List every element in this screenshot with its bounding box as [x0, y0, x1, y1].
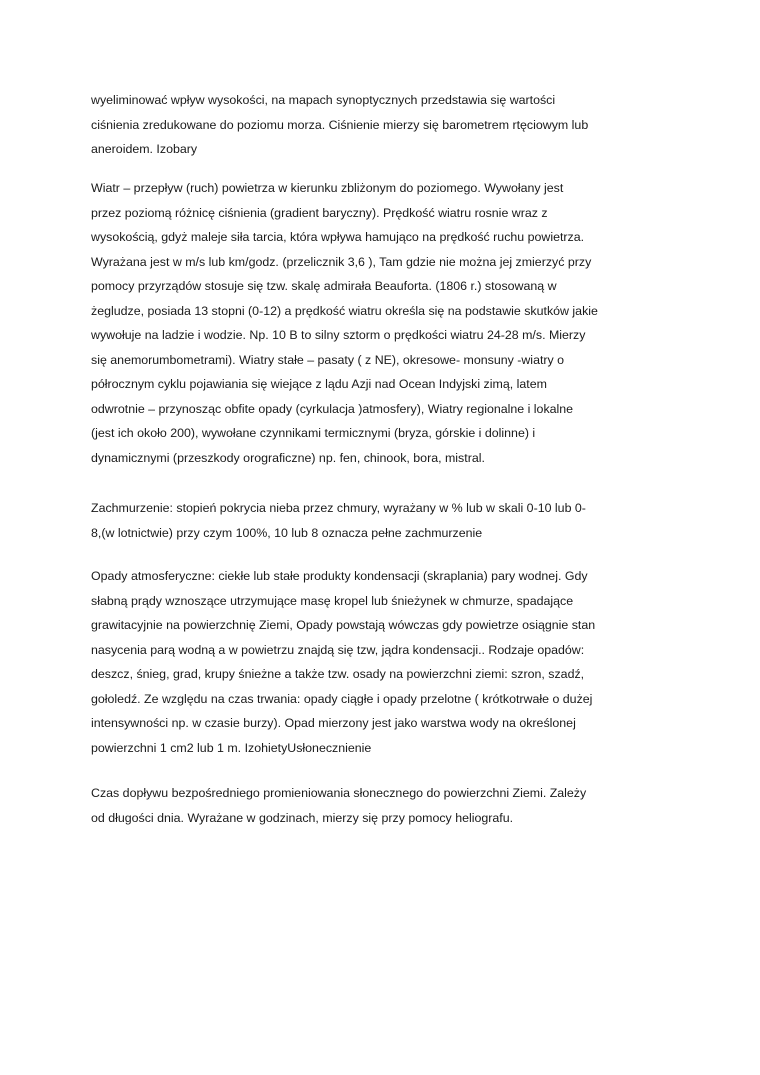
paragraph-line: wyeliminować wpływ wysokości, na mapach synoptycznych przedstawia się wartości — [91, 93, 556, 107]
paragraph-line: gołoledź. Ze względu na czas trwania: opady ciągłe i opady przelotne ( krótkotrwałe o dużej — [91, 691, 593, 706]
paragraph-line: intensywności np. w czasie burzy). Opad mierzony jest jako warstwa wody na określonej — [91, 716, 576, 730]
paragraph-line: przez poziomą różnicę ciśnienia (gradient baryczny). Prędkość wiatru rosnie wraz z — [91, 205, 548, 220]
paragraph-line: odwrotnie – przynosząc obfite opady (cyrkulacja )atmosfery), Wiatry regionalne i lokalne — [91, 401, 574, 416]
paragraph-pressure — [91, 88, 631, 162]
paragraph-line: ciśnienia zredukowane do poziomu morza. Ciśnienie mierzy się barometrem rtęciowym lub — [91, 117, 589, 132]
paragraph-line: od długości dnia. Wyrażane w godzinach, mierzy się przy pomocy heliografu. — [91, 810, 514, 825]
paragraph-line: słabną prądy wznoszące utrzymujące masę kropel lub śnieżynek w chmurze, spadające — [91, 593, 574, 608]
paragraph-line: półrocznym cyklu pojawiania się wiejące z lądu Azji nad Ocean Indyjski zimą, latem — [91, 377, 547, 391]
paragraph-precipitation — [91, 564, 631, 760]
paragraph-line: żegludze, posiada 13 stopni (0-12) a prędkość wiatru określa się na podstawie skutków jakie — [91, 303, 598, 318]
paragraph-line: nasycenia parą wodną a w powietrzu znajdą się tzw, jądra kondensacji.. Rodzaje opadów: — [91, 642, 585, 657]
paragraph-line: Zachmurzenie: stopień pokrycia nieba przez chmury, wyrażany w % lub w skali 0-10 lub 0- — [91, 501, 586, 515]
paragraph-line: aneroidem. Izobary — [91, 142, 198, 156]
paragraph-line: Opady atmosferyczne: ciekłe lub stałe produkty kondensacji (skraplania) pary wodnej. Gdy — [91, 569, 588, 583]
paragraph-line: deszcz, śnieg, grad, krupy śnieżne a także tzw. osady na powierzchni ziemi: szron, szadź, — [91, 667, 585, 681]
paragraph-line: Czas dopływu bezpośredniego promieniowania słonecznego do powierzchni Ziemi. Zależy — [91, 786, 587, 800]
paragraph-line: Wyrażana jest w m/s lub km/godz. (przelicznik 3,6 ), Tam gdzie nie można jej zmierzyć przy — [91, 254, 592, 269]
paragraph-wind — [91, 176, 631, 470]
paragraph-line: wysokością, gdyż maleje siła tarcia, która wpływa hamująco na prędkość ruchu powietrza. — [91, 230, 585, 244]
paragraph-line: się anemorumbometrami). Wiatry stałe – pasaty ( z NE), okresowe- monsuny -wiatry o — [91, 352, 565, 367]
paragraph-line: 8,(w lotnictwie) przy czym 100%, 10 lub 8 oznacza pełne zachmurzenie — [91, 525, 483, 540]
paragraph-line: (jest ich około 200), wywołane czynnikami termicznymi (bryza, górskie i dolinne) i — [91, 426, 536, 440]
paragraph-line: grawitacyjnie na powierzchnię Ziemi, Opady powstają wówczas gdy powietrze osiągnie stan — [91, 618, 596, 632]
paragraph-line: wywołuje na ladzie i wodzie. Np. 10 B to silny sztorm o prędkości wiatru 24-28 m/s. Mierzy — [91, 328, 586, 342]
paragraph-cloud-cover — [91, 496, 631, 545]
paragraph-line: Wiatr – przepływ (ruch) powietrza w kierunku zbliżonym do poziomego. Wywołany jest — [91, 181, 564, 195]
paragraph-line: powierzchni 1 cm2 lub 1 m. IzohietyUsłonecznienie — [91, 740, 372, 755]
paragraph-line: dynamicznymi (przeszkody orograficzne) np. fen, chinook, bora, mistral. — [91, 450, 485, 465]
paragraph-sunshine — [91, 781, 631, 830]
paragraph-line: pomocy przyrządów stosuje się tzw. skalę admirała Beauforta. (1806 r.) stosowaną w — [91, 279, 557, 293]
